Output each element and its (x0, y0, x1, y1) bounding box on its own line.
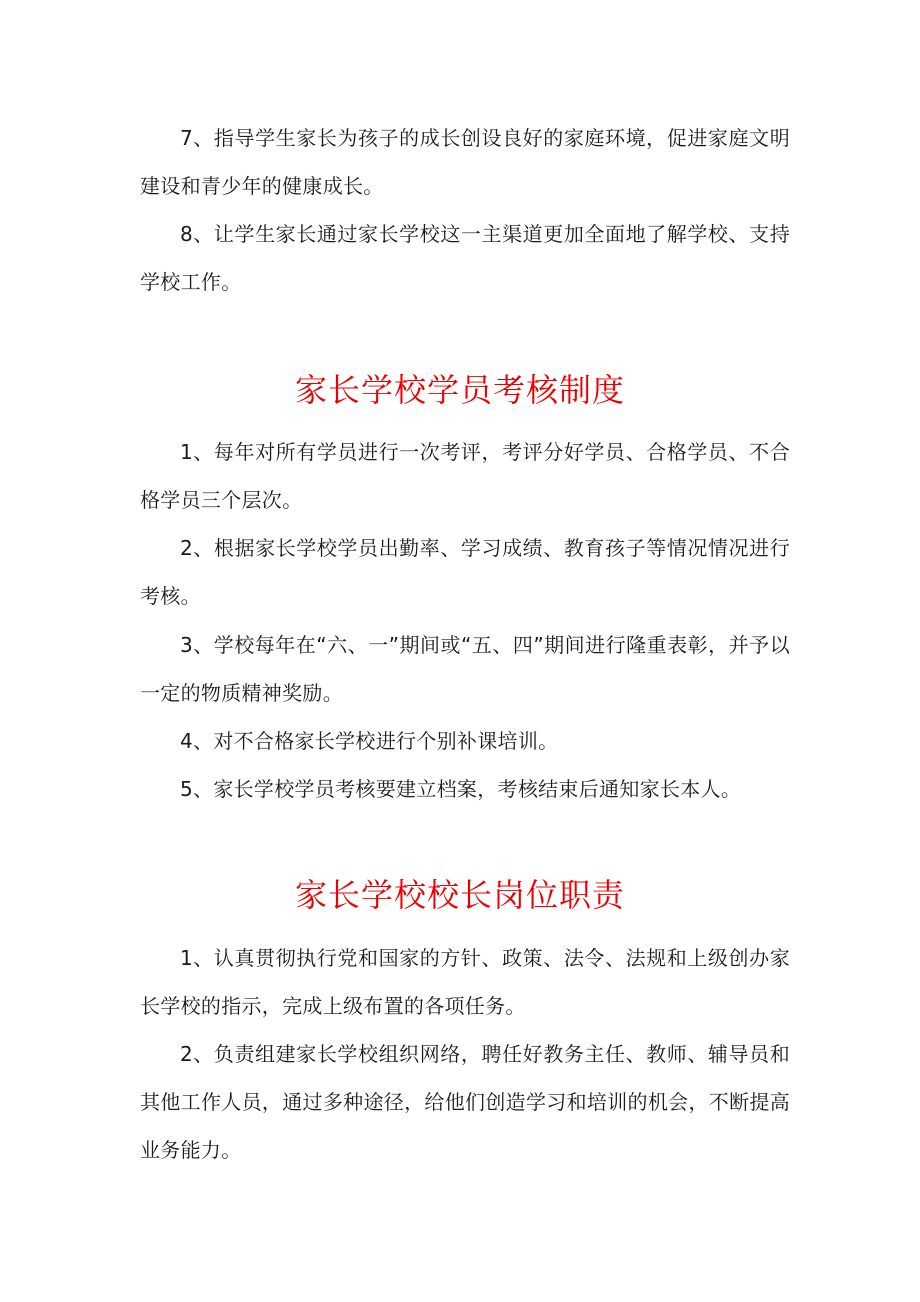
assessment-item-3: 3、学校每年在“六、一”期间或“五、四”期间进行隆重表彰，并予以一定的物质精神奖励。 (140, 633, 790, 705)
assessment-item-4: 4、对不合格家长学校进行个别补课培训。 (180, 729, 559, 753)
assessment-section-title: 家长学校学员考核制度 (294, 371, 625, 409)
assessment-item-1: 1、每年对所有学员进行一次考评，考评分好学员、合格学员、不合格学员三个层次。 (140, 440, 790, 512)
paragraph-item-8: 8、让学生家长通过家长学校这一主渠道更加全面地了解学校、支持学校工作。 (140, 222, 790, 294)
principal-duty-item-2: 2、负责组建家长学校组织网络，聘任好教务主任、教师、辅导员和其他工作人员，通过多种途径，给他们创造学习和培训的机会，不断提高业务能力。 (140, 1042, 790, 1162)
assessment-item-5: 5、家长学校学员考核要建立档案，考核结束后通知家长本人。 (180, 777, 742, 801)
principal-duties-title: 家长学校校长岗位职责 (294, 876, 625, 914)
paragraph-item-7: 7、指导学生家长为孩子的成长创设良好的家庭环境，促进家庭文明建设和青少年的健康成长。 (140, 126, 790, 198)
assessment-item-2: 2、根据家长学校学员出勤率、学习成绩、教育孩子等情况情况进行考核。 (140, 536, 790, 608)
principal-duty-item-1: 1、认真贯彻执行党和国家的方针、政策、法令、法规和上级创办家长学校的指示，完成上级布置的各项任务。 (140, 946, 790, 1018)
